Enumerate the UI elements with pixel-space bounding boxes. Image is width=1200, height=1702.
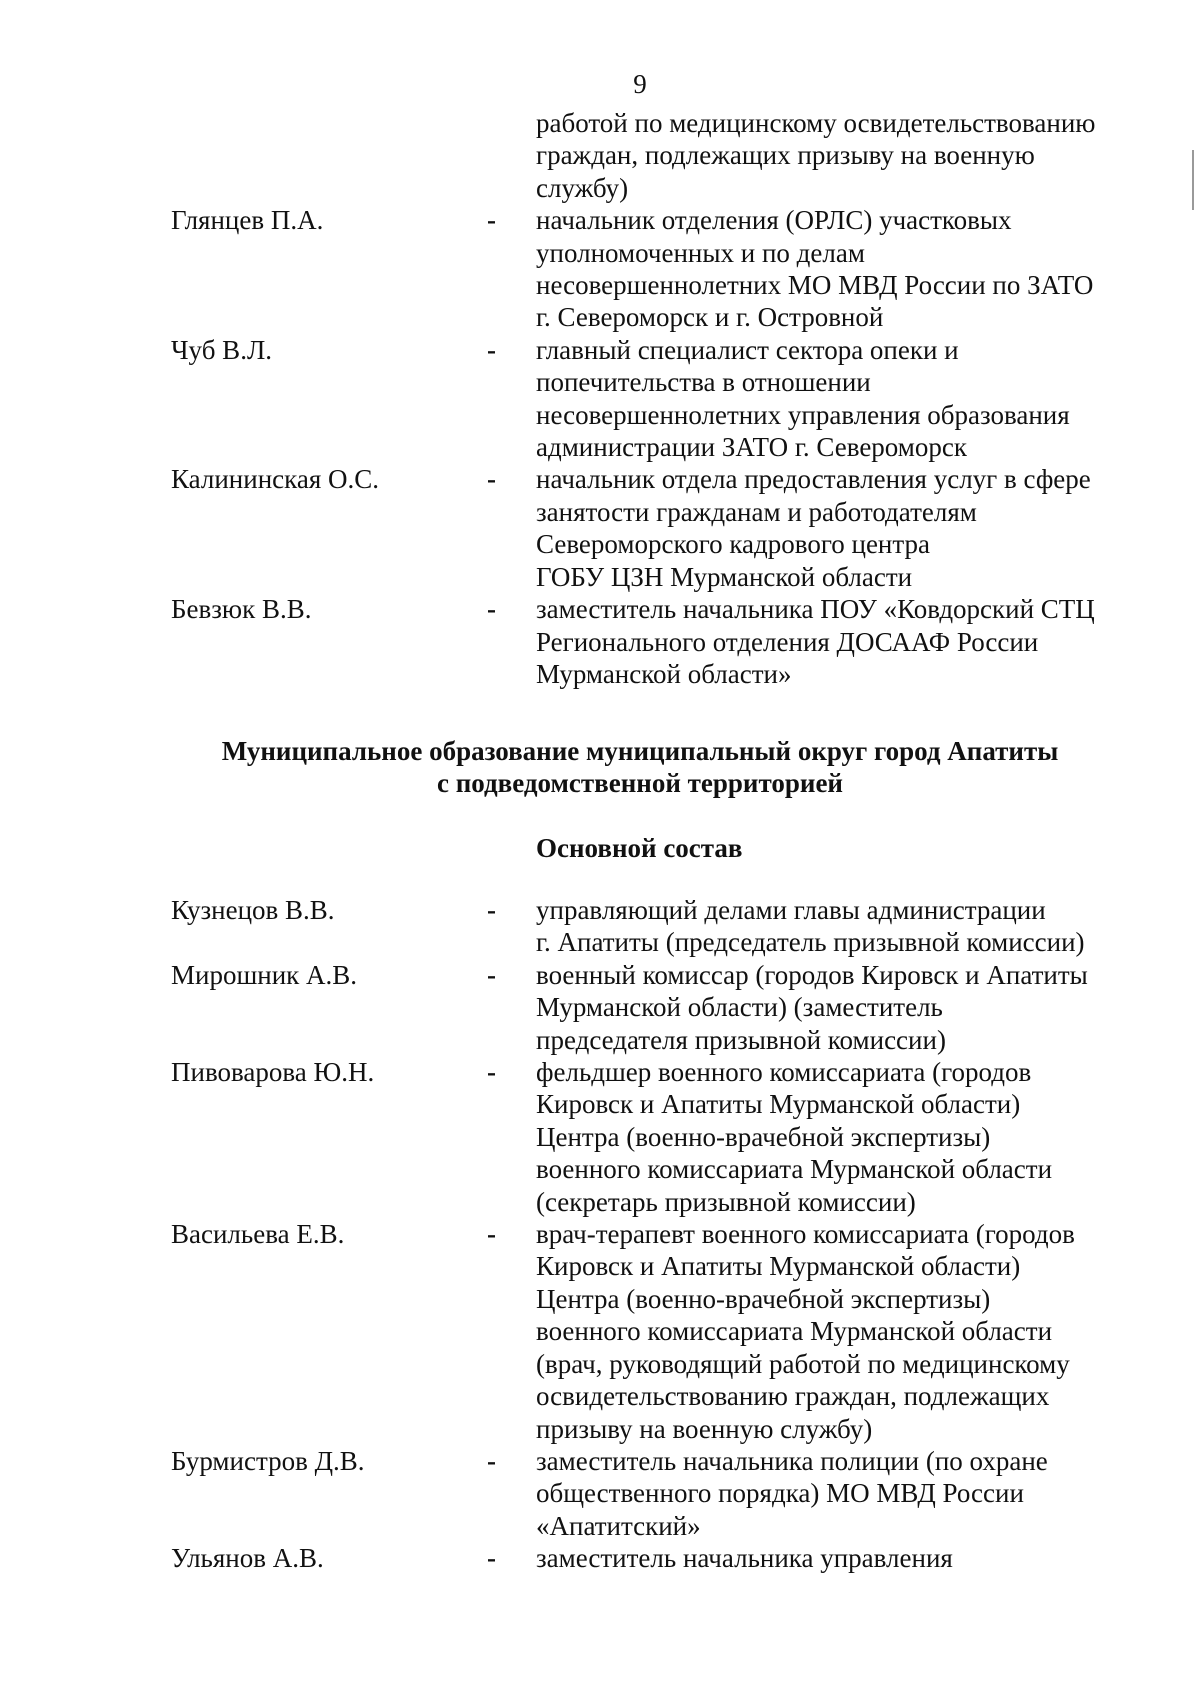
member-position: главный специалист сектора опеки и попечительства в отношении несовершеннолетних управления образования администрации ЗАТО г. Североморск — [536, 334, 1070, 463]
list-item — [0, 894, 1200, 959]
scan-edge-mark — [1192, 150, 1194, 210]
separator-dash: - — [487, 959, 496, 990]
member-position: управляющий делами главы администрации г. Апатиты (председатель призывной комиссии) — [536, 895, 1085, 958]
list-item — [0, 959, 1200, 1056]
separator-dash: - — [487, 464, 496, 495]
list-item — [0, 334, 1200, 464]
separator-dash: - — [487, 895, 496, 925]
separator-dash: - — [487, 1219, 496, 1250]
page-number: 9 — [633, 69, 647, 99]
member-name: Кузнецов В.В. — [171, 895, 335, 925]
list-item — [0, 1542, 1200, 1574]
separator-dash: - — [487, 205, 496, 236]
member-name: Пивоварова Ю.Н. — [171, 1057, 375, 1088]
separator-dash: - — [487, 594, 496, 625]
member-list-main — [0, 894, 1200, 1575]
member-position: военный комиссар (городов Кировск и Апатиты Мурманской области) (заместитель председателя призывной комиссии) — [536, 959, 1088, 1055]
list-item — [0, 204, 1200, 334]
member-name: Мирошник А.В. — [171, 959, 358, 990]
subsection-heading: Основной состав — [536, 833, 743, 863]
list-item — [0, 593, 1200, 690]
separator-dash: - — [487, 1445, 496, 1476]
separator-dash: - — [487, 1543, 496, 1574]
member-name: Ульянов А.В. — [171, 1543, 324, 1574]
member-name: Бурмистров Д.В. — [171, 1445, 365, 1476]
member-name: Васильева Е.В. — [171, 1219, 345, 1250]
list-item — [0, 463, 1200, 593]
member-name: Глянцев П.А. — [171, 205, 324, 236]
member-name: Калининская О.С. — [171, 464, 379, 495]
member-position: начальник отделения (ОРЛС) участковых уполномоченных и по делам несовершеннолетних МО МВД России по ЗАТО г. Североморск и г. Островной — [536, 205, 1094, 333]
separator-dash: - — [487, 334, 496, 365]
member-position: заместитель начальника ПОУ «Ковдорский СТЦ Регионального отделения ДОСААФ России Мурманской области» — [536, 594, 1095, 689]
member-position: начальник отдела предоставления услуг в сфере занятости гражданам и работодателям Североморского кадрового центра ГОБУ ЦЗН Мурманской области — [536, 464, 1091, 592]
member-name: Бевзюк В.В. — [171, 594, 312, 625]
section-heading: Муниципальное образование муниципальный округ город Апатиты с подведомственной территорией — [221, 736, 1059, 799]
list-item — [0, 1218, 1200, 1445]
member-position: заместитель начальника управления — [536, 1543, 953, 1574]
member-position: заместитель начальника полиции (по охране общественного порядка) МО МВД России «Апатитский» — [536, 1445, 1048, 1541]
member-list-top — [0, 107, 1200, 690]
member-position: врач-терапевт военного комиссариата (городов Кировск и Апатиты Мурманской области) Центра (военно-врачебной экспертизы) военного комиссариата Мурманской области (врач, руководящий работой по медицинскому освидетельствованию граждан, подлежащих призыву на военную службу) — [536, 1219, 1075, 1444]
separator-dash: - — [487, 1057, 496, 1088]
member-position: работой по медицинскому освидетельствованию граждан, подлежащих призыву на военную службу) — [536, 108, 1096, 203]
member-position: фельдшер военного комиссариата (городов Кировск и Апатиты Мурманской области) Центра (военно-врачебной экспертизы) военного комиссариата Мурманской области (секретарь призывной комиссии) — [536, 1057, 1053, 1217]
list-item — [0, 1445, 1200, 1542]
list-item — [0, 1056, 1200, 1218]
member-name: Чуб В.Л. — [171, 334, 272, 365]
list-item — [0, 107, 1200, 204]
